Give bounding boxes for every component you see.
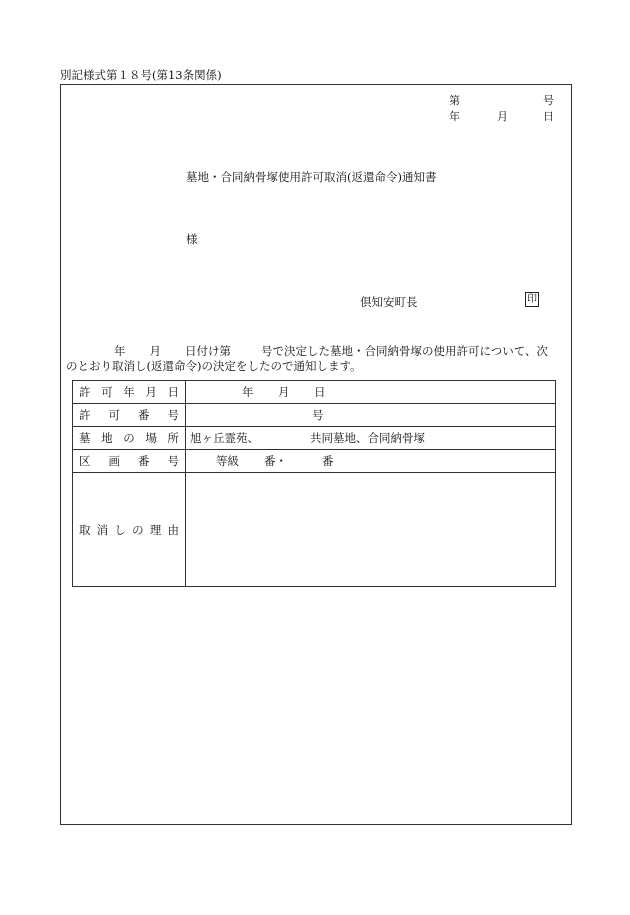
label-char: 所 xyxy=(167,431,179,446)
notice-body xyxy=(66,344,568,374)
value-plot-number xyxy=(186,450,556,473)
label-char: 番 xyxy=(138,408,150,423)
label-char: 取 xyxy=(79,522,91,537)
location-cemetery: 旭ヶ丘霊苑、 xyxy=(190,431,259,446)
date-month: 月 xyxy=(497,110,508,123)
label-plot-number xyxy=(73,450,186,473)
label-char: 地 xyxy=(101,431,113,446)
label-char: 号 xyxy=(167,454,179,469)
value-permit-number xyxy=(186,404,556,427)
label-char: 場 xyxy=(145,431,157,446)
label-cemetery-location xyxy=(73,427,186,450)
label-char: 可 xyxy=(101,385,113,400)
label-char: 番 xyxy=(138,454,150,469)
label-permit-number xyxy=(73,404,186,427)
label-char: 日 xyxy=(167,385,179,400)
table-row-permit-date xyxy=(73,381,556,404)
permit-date-year: 年 xyxy=(242,385,254,400)
document-title: 墓地・合同納骨塚使用許可取消(返還命令)通知書 xyxy=(186,170,437,184)
label-char: の xyxy=(132,522,144,537)
permit-date-day: 日 xyxy=(314,385,326,400)
value-cemetery-location xyxy=(186,427,556,450)
permit-info-table xyxy=(72,380,556,587)
date-year: 年 xyxy=(449,110,460,123)
plot-ban-dot: 番・ xyxy=(264,454,287,469)
form-label: 別記様式第１８号(第13条関係) xyxy=(60,68,222,82)
date-day: 日 xyxy=(543,110,554,123)
permit-number-suffix: 号 xyxy=(312,408,324,423)
plot-grade: 等級 xyxy=(216,454,239,469)
label-char: し xyxy=(114,522,126,537)
addressee-suffix: 様 xyxy=(186,232,198,246)
body-date-no: 日付け第 xyxy=(185,344,231,358)
label-char: 消 xyxy=(96,522,109,537)
label-char: 墓 xyxy=(79,431,91,446)
label-char: 許 xyxy=(79,385,91,400)
permit-date-month: 月 xyxy=(278,385,290,400)
issuer-name: 倶知安町長 xyxy=(360,295,418,309)
value-cancel-reason xyxy=(186,473,556,587)
table-row-permit-number xyxy=(73,404,556,427)
label-char: 区 xyxy=(79,454,91,469)
label-char: 号 xyxy=(167,408,179,423)
label-char: 月 xyxy=(145,385,157,400)
table-row-cancel-reason xyxy=(73,473,556,587)
plot-ban: 番 xyxy=(322,454,334,469)
number-suffix: 号 xyxy=(543,94,554,107)
body-rest: 号で決定した墓地・合同納骨塚の使用許可について、次 xyxy=(261,344,549,358)
label-char: 可 xyxy=(108,408,120,423)
label-char: の xyxy=(123,431,135,446)
notice-body-line-2: のとおり取消し(返還命令)の決定をしたので通知します。 xyxy=(66,359,362,373)
label-char: 許 xyxy=(79,408,91,423)
body-month: 月 xyxy=(149,344,161,358)
notice-body-line-1 xyxy=(66,344,568,359)
seal-mark: 印 xyxy=(527,294,537,305)
table-row-cemetery-location xyxy=(73,427,556,450)
value-permit-date xyxy=(186,381,556,404)
label-permit-date xyxy=(73,381,186,404)
label-cancel-reason xyxy=(73,473,186,587)
table-row-plot-number xyxy=(73,450,556,473)
label-char: 理 xyxy=(149,522,162,537)
label-char: 年 xyxy=(123,385,135,400)
location-type: 共同墓地、合同納骨塚 xyxy=(310,431,425,446)
label-char: 画 xyxy=(108,454,120,469)
label-char: 由 xyxy=(167,522,179,537)
body-year: 年 xyxy=(114,344,126,358)
number-prefix: 第 xyxy=(449,94,460,107)
